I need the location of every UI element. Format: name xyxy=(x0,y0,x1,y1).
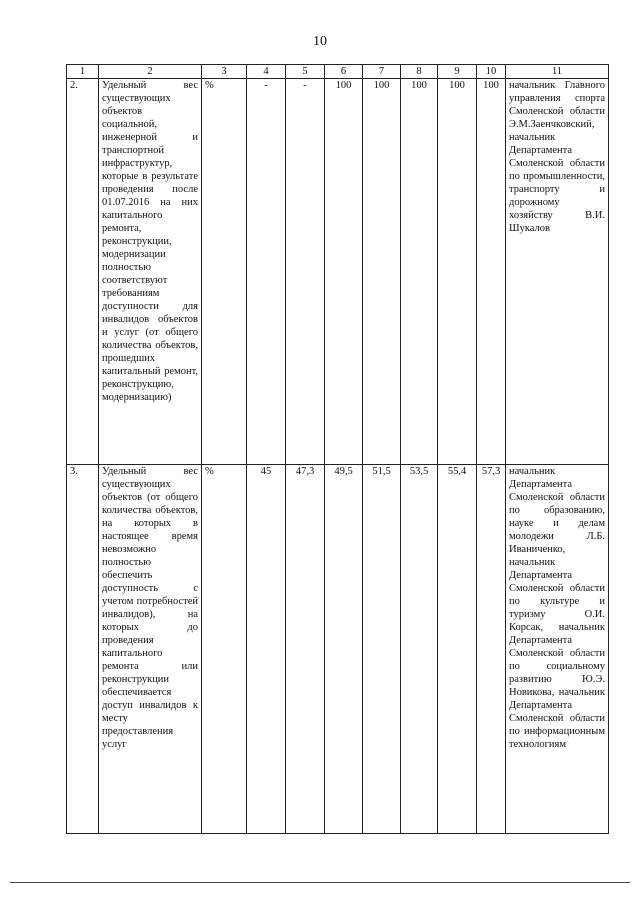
column-header: 3 xyxy=(202,65,247,79)
column-number-row xyxy=(67,65,609,79)
value-cell: 57,3 xyxy=(477,465,506,834)
responsible-officials: начальник Департамента Смоленской области по образованию, науке и делам молодежи Л.Б. Иваниченко, начальник Департамента Смоленской области по культуре и туризму О.И. Корсак, начальник Департамента Смоленской области по социальному развитию Ю.Э. Новикова, начальник Департамента Смоленской области по информационным технологиям xyxy=(506,465,609,834)
page-number: 10 xyxy=(313,34,327,49)
value-cell: - xyxy=(286,79,325,465)
value-cell: 55,4 xyxy=(438,465,477,834)
table-row xyxy=(67,465,609,834)
column-header: 9 xyxy=(438,65,477,79)
value-cell: 45 xyxy=(247,465,286,834)
column-header: 6 xyxy=(325,65,363,79)
indicator-description: Удельный вес существующих объектов (от общего количества объектов, на которых в настоящее время невозможно полностью обеспечить доступность с учетом потребностей инвалидов), на которых до проведения капитального ремонта или реконструкции обеспечивается доступ инвалидов к месту предоставления услуг xyxy=(99,465,202,834)
table-row xyxy=(67,79,609,465)
value-cell: 100 xyxy=(325,79,363,465)
column-header: 5 xyxy=(286,65,325,79)
column-header: 7 xyxy=(363,65,401,79)
unit-cell: % xyxy=(202,465,247,834)
page-bottom-rule xyxy=(10,882,630,883)
value-cell: 51,5 xyxy=(363,465,401,834)
column-header: 1 xyxy=(67,65,99,79)
value-cell: 100 xyxy=(438,79,477,465)
column-header: 2 xyxy=(99,65,202,79)
column-header: 10 xyxy=(477,65,506,79)
unit-cell: % xyxy=(202,79,247,465)
value-cell: - xyxy=(247,79,286,465)
value-cell: 100 xyxy=(477,79,506,465)
value-cell: 100 xyxy=(363,79,401,465)
value-cell: 49,5 xyxy=(325,465,363,834)
column-header: 11 xyxy=(506,65,609,79)
indicator-description: Удельный вес существующих объектов социальной, инженерной и транспортной инфраструктур, которые в результате проведения после 01.07.2016 на них капитального ремонта, реконструкции, модернизации полностью соответствуют требованиям доступности для инвалидов объектов и услуг (от общего количества объектов, прошедших капитальный ремонт, реконструкцию, модернизацию) xyxy=(99,79,202,465)
value-cell: 100 xyxy=(401,79,438,465)
responsible-officials: начальник Главного управления спорта Смоленской области Э.М.Заенчковский, начальник Департамента Смоленской области по промышленности, транспорту и дорожному хозяйству В.И. Шукалов xyxy=(506,79,609,465)
row-number: 3. xyxy=(67,465,99,834)
value-cell: 47,3 xyxy=(286,465,325,834)
value-cell: 53,5 xyxy=(401,465,438,834)
indicators-table xyxy=(66,64,609,834)
row-number: 2. xyxy=(67,79,99,465)
column-header: 4 xyxy=(247,65,286,79)
column-header: 8 xyxy=(401,65,438,79)
